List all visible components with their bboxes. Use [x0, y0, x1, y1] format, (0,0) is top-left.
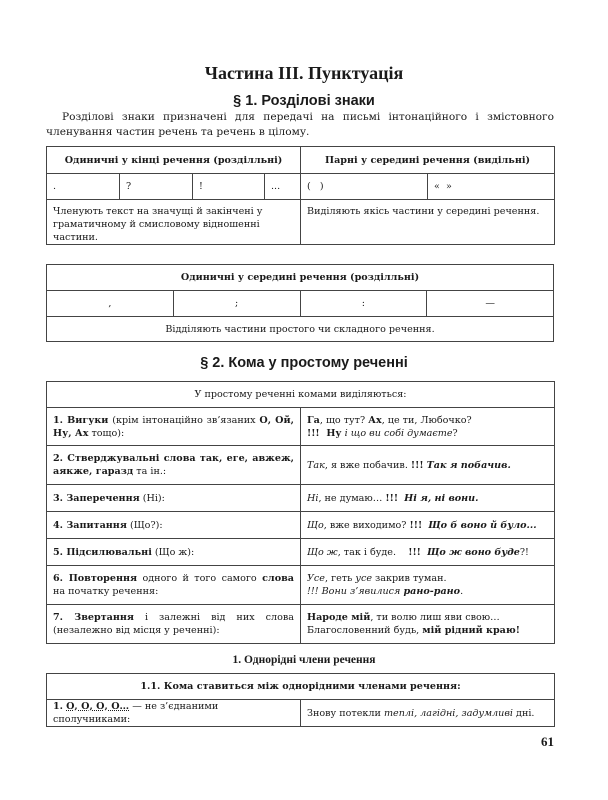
rule-no-conjunction: 1. О, О, О, О… — не з’єднаними сполучниками: — [47, 700, 301, 727]
part-title: Частина ІІІ. Пунктуація — [204, 63, 404, 83]
rule-question: 4. Запитання (Що?): — [47, 512, 301, 539]
intro-paragraph — [46, 110, 554, 140]
mark-colon: : — [300, 291, 427, 317]
rule-affirmatives: 2. Стверджувальні слова так, еге, авжеж, аякже, гаразд та ін.: — [47, 446, 301, 485]
rule-repetition: 6. Повторення одного й того самого слова на початку речення: — [47, 566, 301, 605]
desc-paired-marks: Виділяють якісь частини у середині речення. — [301, 200, 555, 245]
table4-header: 1.1. Кома ставиться між однорідними членами речення: — [47, 674, 555, 700]
punctuation-table-middle — [46, 264, 554, 342]
rule-interjections: 1. Вигуки (крім інтонаційно зв’язаних О, Ой, Ну, Ах тощо): — [47, 408, 301, 446]
intro-text: Розділові знаки призначені для передачі на письмі інтонаційного і змістовного членування частин речень та речень в цілому. — [46, 111, 554, 138]
homogeneous-members-table — [46, 673, 555, 727]
mark-semicolon: ; — [173, 291, 300, 317]
mark-quotes: « » — [428, 174, 555, 200]
rule-negation: 3. Заперечення (Ні): — [47, 485, 301, 512]
example-intensifier: Що ж, так і буде. !!! Що ж воно буде?! — [301, 539, 555, 566]
example-address: Народе мій, ти волю лиш яви свою… Благословенний будь, мій рідний краю! — [301, 605, 555, 644]
mark-comma: , — [47, 291, 174, 317]
mark-parentheses: ( ) — [301, 174, 428, 200]
header-paired-marks: Парні у середині речення (видільні) — [301, 147, 555, 174]
example-interjections: Га, що тут? Ах, це ти, Любочко? !!! Ну і що ви собі думаєте? — [301, 408, 555, 446]
rule-intensifier: 5. Підсилювальні (Що ж): — [47, 539, 301, 566]
rule-address: 7. Звертання і залежні від них слова (незалежно від місця у реченні): — [47, 605, 301, 644]
example-repetition: Усе, геть усе закрив туман. !!! Вони з’явилися рано-рано. — [301, 566, 555, 605]
mark-exclamation: ! — [193, 174, 265, 200]
desc-middle-marks: Відділяють частини простого чи складного речення. — [47, 317, 554, 342]
example-question: Що, вже виходимо? !!! Що б воно й було... — [301, 512, 555, 539]
mark-period: . — [47, 174, 120, 200]
desc-end-marks: Членують текст на значущі й закінчені у граматичному й смисловому відношенні частини. — [47, 200, 301, 245]
header-end-marks: Одиничні у кінці речення (розділльні) — [47, 147, 301, 174]
example-affirmatives: Так, я вже побачив. !!! Так я побачив. — [301, 446, 555, 485]
mark-question: ? — [120, 174, 193, 200]
comma-simple-sentence-table — [46, 381, 555, 644]
table3-header: У простому реченні комами виділяються: — [47, 382, 555, 408]
mark-ellipsis: ... — [265, 174, 301, 200]
punctuation-table-end-and-paired — [46, 146, 555, 245]
subsection-title: 1. Однорідні члени речення — [232, 654, 376, 666]
mark-dash: — — [427, 291, 554, 317]
section-2-title: § 2. Кома у простому реченні — [200, 355, 408, 371]
header-middle-marks: Одиничні у середині речення (розділльні) — [47, 265, 554, 291]
example-negation: Ні, не думаю… !!! Ні я, ні вони. — [301, 485, 555, 512]
section-1-title: § 1. Розділові знаки — [233, 93, 375, 109]
page-number: 61 — [541, 734, 554, 749]
example-no-conjunction: Знову потекли теплі, лагідні, задумливі дні. — [301, 700, 555, 727]
